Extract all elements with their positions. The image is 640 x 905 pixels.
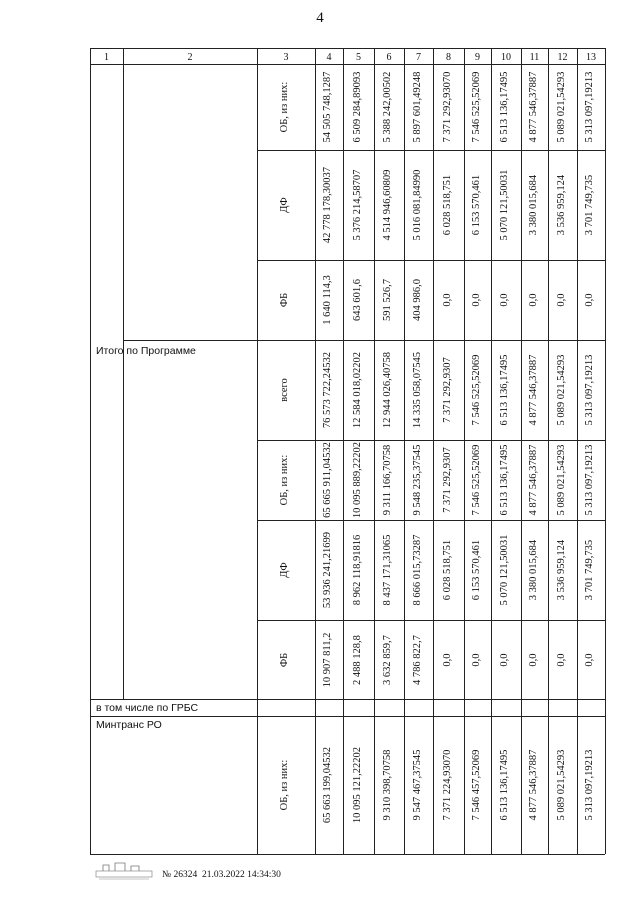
table-cell: 10 095 889,22202 [351,441,363,519]
table-cell: 0,0 [527,653,539,667]
table-cell: 9 547 467,37545 [411,749,423,821]
table-cell: 7 371 292,9307 [441,447,453,513]
column-number: 1 [104,52,109,63]
logo-icon [95,861,153,881]
table-cell: 5 313 097,19213 [584,444,595,516]
table-cell: 10 907 811,2 [322,632,333,688]
grid-line [433,48,434,854]
column-number: 9 [475,52,480,63]
column-number: 2 [187,52,193,63]
table-cell: 0,0 [584,653,595,667]
table-cell: 3 380 015,684 [527,539,539,601]
table-cell: 0,0 [441,653,453,667]
grid-line [548,48,549,854]
table-cell: 5 089 021,54293 [555,444,567,516]
footer-info [162,870,281,880]
table-cell: 0,0 [555,653,567,667]
table-cell: 3 701 749,735 [584,539,595,601]
table-cell: 3 380 015,684 [527,174,539,236]
grid-line [257,440,605,441]
table-cell: 8 666 015,73287 [411,534,423,606]
table-cell: 9 310 398,70758 [382,749,393,821]
grid-line [491,48,492,854]
table-cell: 10 095 121,22202 [351,746,363,824]
table-cell: 7 546 525,52069 [470,444,482,516]
table-cell: 643 601,6 [351,279,363,321]
table-cell: 4 786 822,7 [411,635,423,685]
table-cell: 0,0 [499,293,510,307]
table-cell: 5 313 097,19213 [584,71,595,143]
table-cell: 4 877 546,37887 [527,354,539,426]
table-cell: 8 437 171,31065 [382,534,393,606]
grbs-label: в том числе по ГРБС [96,702,199,714]
table-cell: 5 089 021,54293 [555,71,567,143]
table-cell: 5 376 214,58707 [351,169,363,241]
header-df: ДФ [279,197,290,213]
table-cell: 5 089 021,54293 [555,354,567,426]
table-cell: 7 371 292,93070 [441,71,453,143]
ministry-label: Минтранс РО [96,719,162,731]
table-cell: 65 663 199,04532 [322,746,333,824]
table-cell: 14 335 058,07545 [411,351,423,429]
table-cell: 53 936 241,21699 [322,531,333,609]
header-ob: ОБ, из них: [279,454,290,506]
table-cell: 42 778 178,30037 [322,166,333,244]
table-cell: 5 313 097,19213 [584,354,595,426]
header-ob: ОБ, из них: [279,81,290,133]
column-number: 4 [326,52,332,63]
table-cell: 6 028 518,751 [441,174,453,236]
page-number: 4 [316,10,324,26]
table-cell: 404 986,0 [411,279,423,321]
grid-line [123,48,124,699]
table-cell: 3 536 959,124 [555,539,567,601]
table-cell: 5 070 121,50031 [499,534,510,606]
table-cell: 6 153 570,461 [470,174,482,236]
table-cell: 7 546 457,52069 [470,749,482,821]
table-cell: 5 016 081,84990 [411,169,423,241]
grid-line [257,260,605,261]
table-cell: 6 513 136,17495 [499,444,510,516]
table-cell: 6 153 570,461 [470,539,482,601]
column-number: 8 [446,52,451,63]
table-cell: 12 944 026,40758 [382,351,393,429]
table-cell: 3 536 959,124 [555,174,567,236]
column-number: 10 [501,52,511,63]
table-cell: 591 526,7 [382,279,393,321]
header-ob: ОБ, из них: [279,759,290,811]
table-cell: 4 877 546,37887 [527,71,539,143]
grid-line [257,620,605,621]
table-cell: 2 488 128,8 [351,635,363,685]
table-cell: 0,0 [584,293,595,307]
table-cell: 6 513 136,17495 [499,71,510,143]
column-number: 6 [386,52,392,63]
grid-line [257,150,605,151]
table-cell: 4 877 546,37887 [527,749,539,821]
grid-line [521,48,522,854]
grid-line [257,520,605,521]
table-cell: 76 573 722,24532 [322,351,333,429]
grid-line [577,48,578,854]
table-cell: 6 509 284,89093 [351,71,363,143]
column-number: 3 [283,52,289,63]
table-cell: 5 089 021,54293 [555,749,567,821]
grid-line [404,48,405,854]
table-cell: 8 962 118,91816 [351,534,363,606]
table-cell: 5 897 601,49248 [411,71,423,143]
table-cell: 0,0 [555,293,567,307]
grid-line [605,48,606,854]
table-cell: 4 514 946,60809 [382,169,393,241]
header-fb: ФБ [279,652,290,668]
grid-line [464,48,465,854]
table-cell: 0,0 [499,653,510,667]
program-total-label: Итого по Программе [96,345,196,357]
column-number: 11 [529,52,540,63]
table-cell: 5 388 242,00502 [382,71,393,143]
table-cell: 7 371 224,93070 [441,749,453,821]
table-cell: 5 070 121,50031 [499,169,510,241]
column-number: 5 [356,52,361,63]
table-cell: 3 701 749,735 [584,174,595,236]
table-cell: 6 513 136,17495 [499,354,510,426]
table-cell: 65 665 911,04532 [322,442,333,518]
grid-line [90,48,91,854]
table-cell: 5 313 097,19213 [584,749,595,821]
table-cell: 9 311 166,70758 [382,444,393,516]
table-cell: 7 546 525,52069 [470,354,482,426]
table-cell: 0,0 [470,653,482,667]
grid-line [90,854,605,855]
table-cell: 7 371 292,9307 [441,357,453,423]
table-cell: 0,0 [441,293,453,307]
table-cell: 54 505 748,1287 [322,71,333,143]
grid-line [315,48,316,854]
table-cell: 0,0 [527,293,539,307]
doc-timestamp: 21.03.2022 14:34:30 [201,870,281,880]
table-cell: 3 632 859,7 [382,635,393,685]
header-df: ДФ [279,562,290,578]
grid-line [374,48,375,854]
doc-number: № 26324 [162,870,198,880]
column-number: 7 [416,52,421,63]
table-cell: 0,0 [470,293,482,307]
column-number: 13 [586,52,596,63]
grid-line [343,48,344,854]
table-cell: 12 584 018,02202 [351,351,363,429]
table-cell: 4 877 546,37887 [527,444,539,516]
grid-line [257,48,258,854]
table-cell: 1 640 114,3 [322,275,333,325]
header-vsego: всего [279,378,290,402]
table-cell: 9 548 235,37545 [411,444,423,516]
column-number: 12 [557,52,568,63]
header-fb: ФБ [279,292,290,308]
table-cell: 7 546 525,52069 [470,71,482,143]
table-cell: 6 028 518,751 [441,539,453,601]
table-cell: 6 513 136,17495 [499,749,510,821]
grid-line [90,48,605,49]
